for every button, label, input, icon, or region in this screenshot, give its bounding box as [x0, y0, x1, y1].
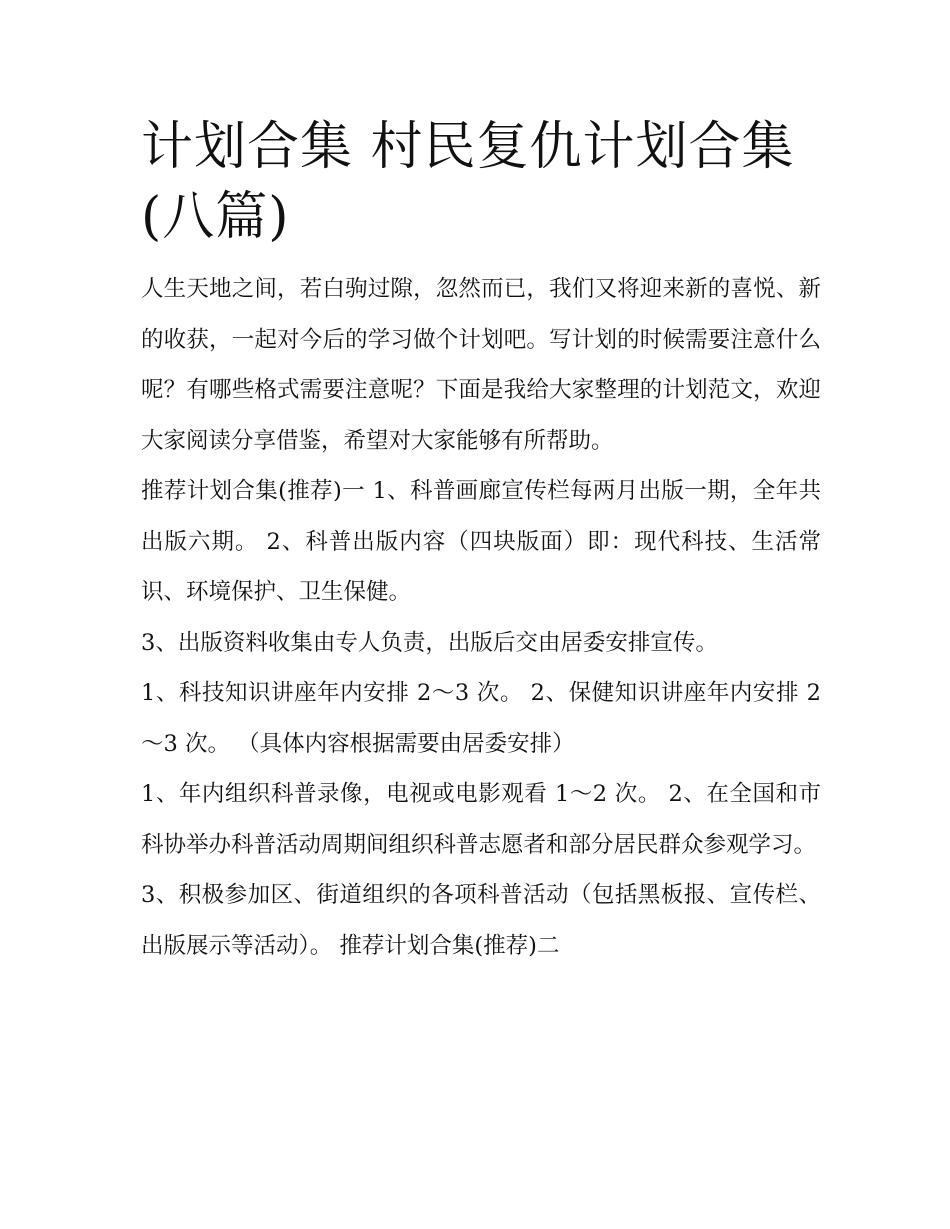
paragraph-publishing: 3、出版资料收集由专人负责，出版后交由居委安排宣传。 — [141, 629, 718, 656]
paragraph-intro: 人生天地之间，若白驹过隙，忽然而已，我们又将迎来新的喜悦、新的收获，一起对今后的学习做个计划吧。写计划的时候需要注意什么呢？有哪些格式需要注意呢？下面是我给大家整理的计划范文，欢迎大家阅读分享借鉴，希望对大家能够有所帮助。 — [141, 276, 821, 454]
paragraph-lectures: 1、科技知识讲座年内安排 2～3 次。 2、保健知识讲座年内安排 2～3 次。 （具体内容根据需要由居委安排） — [141, 680, 821, 757]
paragraph-video: 1、年内组织科普录像，电视或电影观看 1～2 次。 2、在全国和市科协举办科普活动周期间组织科普志愿者和部分居民群众参观学习。 — [141, 781, 821, 858]
document-page — [141, 112, 821, 971]
paragraph-plan-one: 推荐计划合集(推荐)一 1、科普画廊宣传栏每两月出版一期，全年共出版六期。 2、科普出版内容（四块版面）即：现代科技、生活常识、环境保护、卫生保健。 — [141, 478, 821, 605]
document-title: 计划合集 村民复仇计划合集(八篇) — [141, 117, 795, 247]
document-body — [141, 264, 821, 971]
paragraph-activities: 3、积极参加区、街道组织的各项科普活动（包括黑板报、宣传栏、出版展示等活动）。 推荐计划合集(推荐)二 — [141, 882, 821, 959]
